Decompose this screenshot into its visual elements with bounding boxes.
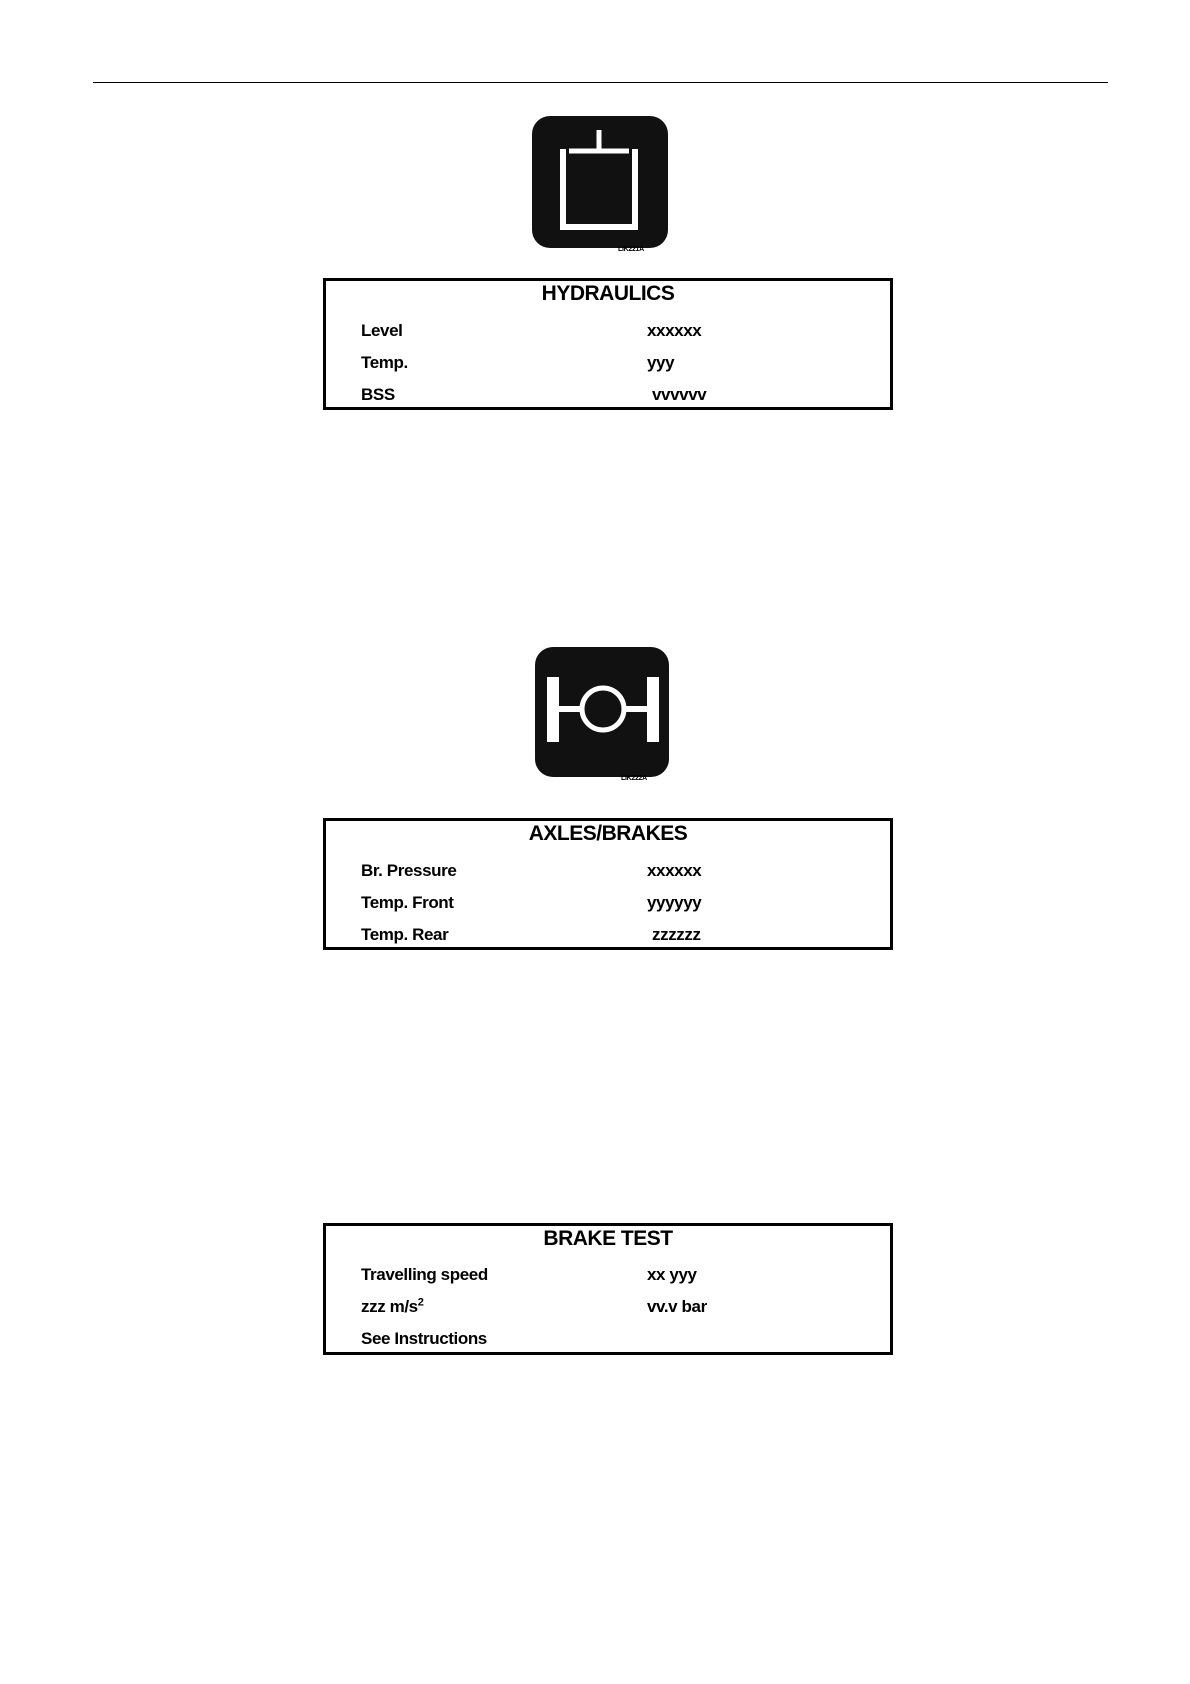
row-value: xx yyy xyxy=(647,1265,697,1284)
row-value: vvvvvv xyxy=(652,385,707,404)
row-value: xxxxxx xyxy=(647,321,702,340)
deceleration-unit: zzz m/s xyxy=(361,1297,418,1316)
row-value: yyyyyy xyxy=(647,893,702,912)
row-value: vv.v bar xyxy=(647,1297,707,1316)
row-br-pressure xyxy=(326,861,890,881)
row-label: Temp. Front xyxy=(361,893,454,912)
row-temp-rear xyxy=(326,925,890,945)
icon-code: LIK222A xyxy=(621,775,647,782)
row-value: xxxxxx xyxy=(647,861,702,880)
row-label: Br. Pressure xyxy=(361,861,457,880)
row-see-instructions xyxy=(326,1329,890,1349)
panel-title: BRAKE TEST xyxy=(543,1227,673,1250)
row-label xyxy=(361,1297,423,1317)
panel-title: HYDRAULICS xyxy=(541,282,675,305)
row-label: BSS xyxy=(361,385,395,404)
panel-title: AXLES/BRAKES xyxy=(528,822,688,845)
axle-icon xyxy=(533,645,693,795)
row-bss xyxy=(326,385,890,405)
row-temp-front xyxy=(326,893,890,913)
row-temp xyxy=(326,353,890,373)
icon-code: LIK221A xyxy=(618,246,644,253)
row-value: yyy xyxy=(647,353,675,372)
row-level xyxy=(326,321,890,341)
hydraulic-reservoir-icon xyxy=(530,114,690,264)
row-label: Travelling speed xyxy=(361,1265,488,1284)
row-label: Temp. xyxy=(361,353,408,372)
row-label: Level xyxy=(361,321,403,340)
row-travelling-speed xyxy=(326,1265,890,1285)
axles-brakes-panel xyxy=(323,818,893,950)
superscript: 2 xyxy=(417,1296,424,1309)
top-rule xyxy=(93,82,1108,83)
row-deceleration xyxy=(326,1297,890,1317)
row-label: Temp. Rear xyxy=(361,925,449,944)
row-value: zzzzzz xyxy=(652,925,701,944)
hydraulics-panel xyxy=(323,278,893,410)
brake-test-panel xyxy=(323,1223,893,1355)
row-label: See Instructions xyxy=(361,1329,487,1348)
